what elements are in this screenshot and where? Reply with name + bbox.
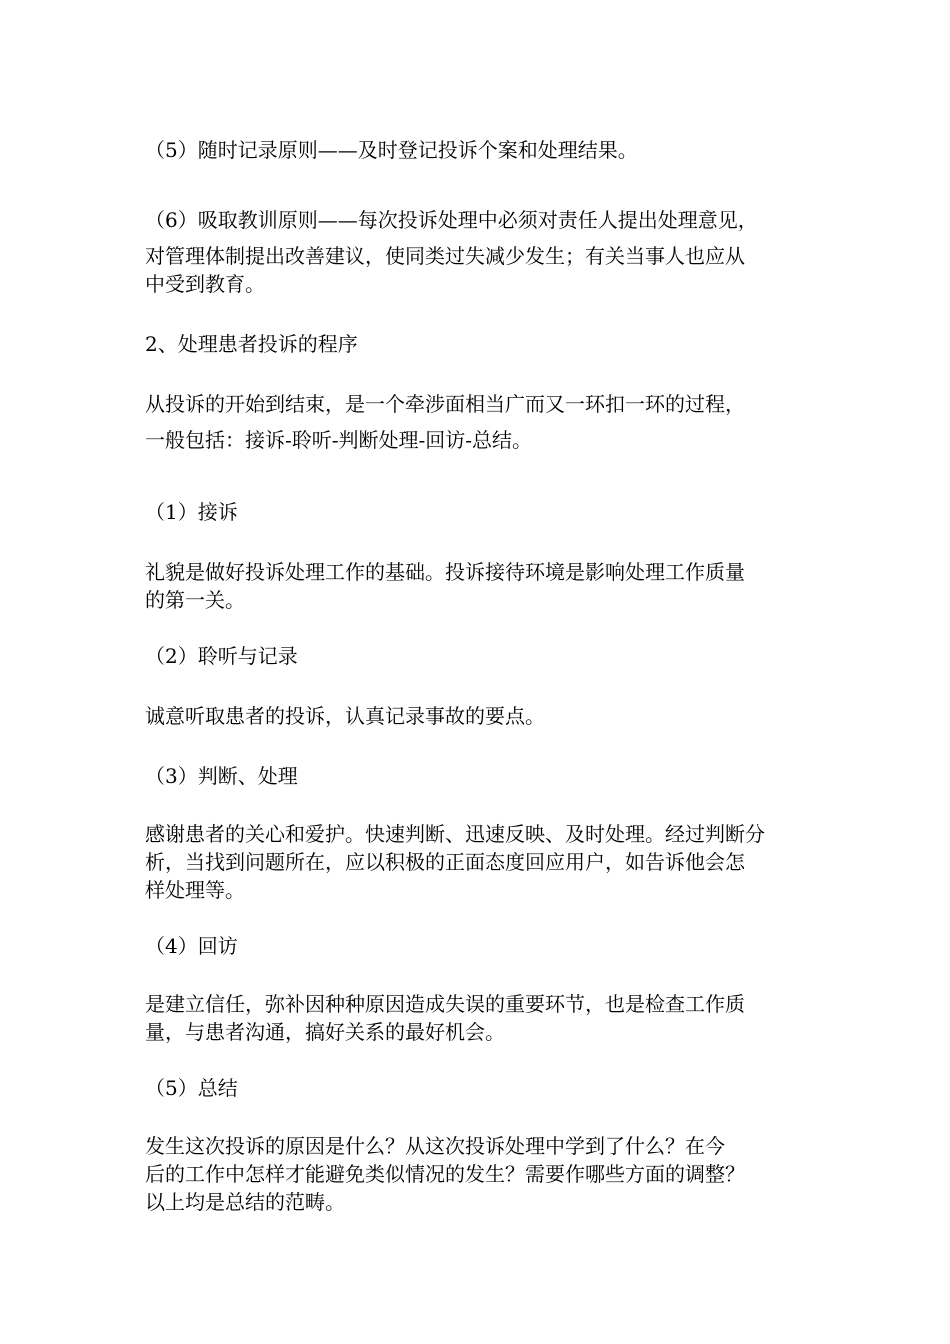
text-line: 是建立信任，弥补因种种原因造成失误的重要环节，也是检查工作质	[145, 992, 745, 1016]
text-line: （4）回访	[145, 934, 238, 958]
text-line: 中受到教育。	[145, 272, 265, 296]
subheading-receive	[145, 498, 813, 526]
text-line: 对管理体制提出改善建议，使同类过失减少发生；有关当事人也应从	[145, 244, 745, 268]
text-line: 的第一关。	[145, 588, 245, 612]
paragraph-follow-up	[145, 990, 813, 1046]
text-line: 礼貌是做好投诉处理工作的基础。投诉接待环境是影响处理工作质量	[145, 560, 745, 584]
text-line: 发生这次投诉的原因是什么？从这次投诉处理中学到了什么？在今	[145, 1134, 725, 1158]
paragraph-procedure-overview	[145, 390, 813, 454]
text-line: 诚意听取患者的投诉，认真记录事故的要点。	[145, 704, 545, 728]
paragraph-record-principle	[145, 136, 813, 164]
text-line: 后的工作中怎样才能避免类似情况的发生？需要作哪些方面的调整？	[145, 1162, 745, 1186]
subheading-summary	[145, 1074, 813, 1102]
text-line: （6）吸取教训原则——每次投诉处理中必须对责任人提出处理意见，	[145, 208, 758, 232]
subheading-follow-up	[145, 932, 813, 960]
text-line: （3）判断、处理	[145, 764, 298, 788]
paragraph-receive	[145, 558, 813, 614]
text-line: 样处理等。	[145, 878, 245, 902]
paragraph-summary	[145, 1132, 813, 1216]
paragraph-judge-handle	[145, 820, 813, 904]
paragraph-lesson-principle	[145, 206, 813, 298]
section-heading-complaint-procedure	[145, 330, 813, 358]
text-line: （5）总结	[145, 1076, 238, 1100]
subheading-judge-handle	[145, 762, 813, 790]
text-line: 一般包括：接诉-聆听-判断处理-回访-总结。	[145, 428, 533, 452]
subheading-listen-record	[145, 642, 813, 670]
text-line: （1）接诉	[145, 500, 238, 524]
text-line: 以上均是总结的范畴。	[145, 1190, 345, 1214]
text-line: 析，当找到问题所在，应以积极的正面态度回应用户，如告诉他会怎	[145, 850, 745, 874]
text-line: （5）随时记录原则——及时登记投诉个案和处理结果。	[145, 138, 638, 162]
text-line: 量，与患者沟通，搞好关系的最好机会。	[145, 1020, 505, 1044]
text-line: 感谢患者的关心和爱护。快速判断、迅速反映、及时处理。经过判断分	[145, 822, 765, 846]
paragraph-listen-record	[145, 702, 813, 730]
text-line: 从投诉的开始到结束，是一个牵涉面相当广而又一环扣一环的过程，	[145, 392, 745, 416]
text-line: 2、处理患者投诉的程序	[145, 332, 358, 356]
text-line: （2）聆听与记录	[145, 644, 298, 668]
